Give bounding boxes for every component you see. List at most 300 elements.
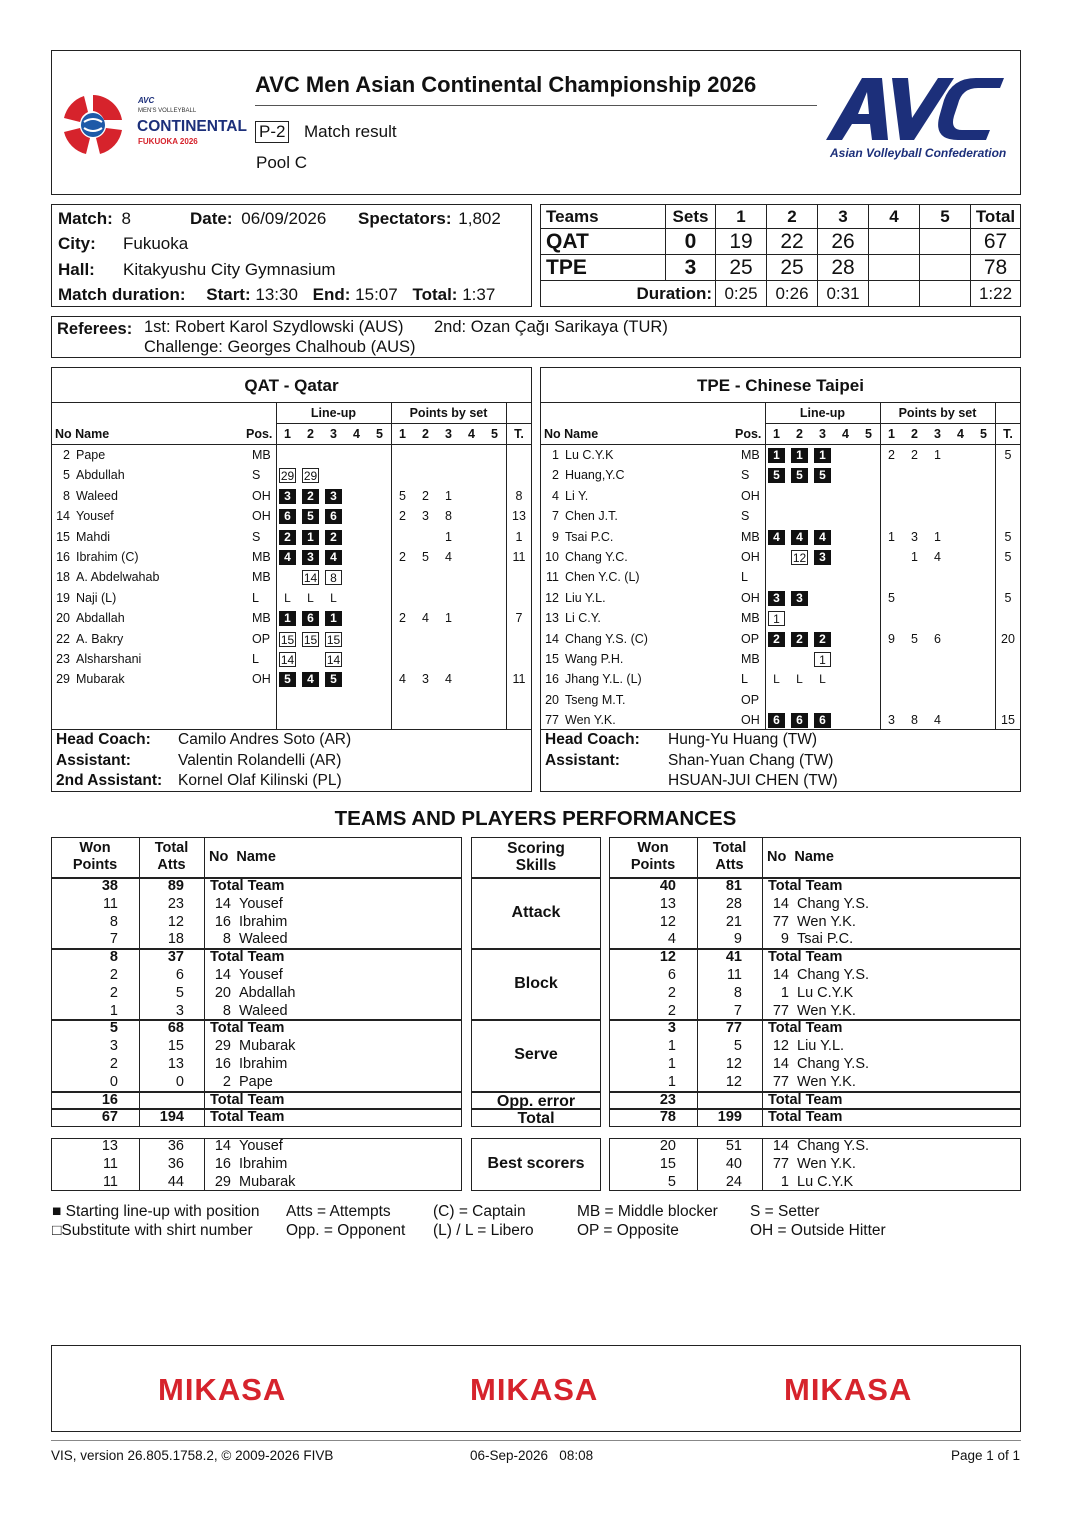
city-row <box>58 234 189 254</box>
set-points: 1 <box>445 611 452 626</box>
player-name: Waleed <box>239 1002 288 1019</box>
player-name: Tseng M.T. <box>565 692 626 707</box>
substitute-number: 15 <box>303 632 318 647</box>
score-row-tpe <box>541 255 1021 281</box>
starting-position: 2 <box>325 530 342 545</box>
total-attempts: 11 <box>726 967 742 983</box>
player-total-points: 15 <box>1001 713 1015 728</box>
player-total-points: 8 <box>515 488 523 503</box>
score-header-set1: 1 <box>716 205 767 229</box>
score-set5 <box>920 255 971 281</box>
substitute-number: 15 <box>280 632 295 647</box>
won-points: 2 <box>109 984 118 1001</box>
starting-position: 2 <box>768 632 785 647</box>
player-position: MB <box>252 550 271 564</box>
spectators-row <box>358 209 501 229</box>
skill-label: Attack <box>511 903 561 921</box>
col-divider <box>762 878 763 949</box>
col-divider <box>762 949 763 1020</box>
player-name: Mahdi <box>76 529 111 544</box>
points-by-set-header: Points by set <box>409 406 488 420</box>
lineup-set-header: 1 <box>284 427 291 441</box>
set-points: 4 <box>422 611 429 626</box>
player-name: Wen Y.K. <box>797 1002 856 1019</box>
won-points: 12 <box>659 949 676 966</box>
championship-logo <box>60 92 250 158</box>
player-number: 7 <box>552 509 559 524</box>
score-team: TPE <box>541 255 666 281</box>
player-row <box>541 710 1020 730</box>
won-points: 1 <box>667 1056 676 1072</box>
team-roster-qat <box>51 367 532 792</box>
player-total-points: 7 <box>515 611 523 626</box>
score-set2: 22 <box>767 229 818 255</box>
player-total-points: 5 <box>1004 448 1012 462</box>
starting-position: 6 <box>302 611 319 626</box>
won-points: 16 <box>101 1091 118 1108</box>
player-number: 1 <box>552 448 559 462</box>
player-name: Liu Y.L. <box>797 1038 845 1055</box>
starting-position: 4 <box>768 530 785 545</box>
score-set3: 26 <box>818 229 869 255</box>
player-position: OH <box>252 672 271 687</box>
player-position: OP <box>252 631 271 646</box>
player-position: S <box>741 468 750 483</box>
col-divider <box>204 949 205 1020</box>
player-name: Wen Y.K. <box>797 913 856 930</box>
substitute-number: 14 <box>280 653 295 667</box>
player-row <box>541 506 1020 526</box>
footer-datetime: 06-Sep-2026 08:08 <box>470 1448 594 1463</box>
starting-position: 4 <box>279 550 296 565</box>
set-points: 1 <box>888 529 895 544</box>
player-position: S <box>741 509 750 524</box>
col-divider <box>204 1138 205 1191</box>
legend-setter: S = Setter <box>750 1203 820 1220</box>
pos-header: Pos. <box>735 427 762 441</box>
footer-divider <box>51 1440 1021 1441</box>
start-time: 13:30 <box>255 285 298 304</box>
score-set3: 28 <box>818 255 869 281</box>
total-attempts: 36 <box>167 1138 184 1154</box>
player-name: Yousef <box>76 509 114 524</box>
set-points: 4 <box>399 672 406 687</box>
substitute-number: 12 <box>792 551 807 565</box>
player-row <box>541 669 1020 689</box>
player-number: 9 <box>552 529 559 544</box>
starting-position: 1 <box>302 530 319 545</box>
substitute-number: 15 <box>326 632 341 647</box>
player-number: 14 <box>545 631 559 646</box>
skill-label: Block <box>514 974 558 992</box>
player-name: Li Y. <box>565 488 589 503</box>
player-row <box>52 608 531 628</box>
referees-label: Referees: <box>57 320 133 338</box>
total-atts-header: Total Atts <box>712 840 747 873</box>
starting-position: 2 <box>279 530 296 545</box>
starting-position: 1 <box>279 611 296 626</box>
lineup-set-header: 4 <box>353 427 360 441</box>
score-set2: 25 <box>767 255 818 281</box>
player-row <box>541 527 1020 547</box>
player-name: Ibrahim <box>239 1056 288 1072</box>
team-total-label: Total Team <box>768 1020 843 1037</box>
starting-position: 5 <box>279 672 296 687</box>
footer-version: VIS, version 26.805.1758.2, © 2009-2026 FIVB <box>51 1448 334 1463</box>
player-number: 14 <box>214 895 231 912</box>
set-points: 3 <box>422 672 429 687</box>
libero-mark: L <box>284 590 291 605</box>
total-attempts: 40 <box>725 1155 742 1172</box>
score-team: QAT <box>541 229 666 255</box>
team-total-label: Total Team <box>210 878 285 894</box>
col-divider <box>697 1092 698 1110</box>
player-name: Yousef <box>239 895 283 912</box>
pos-header: Pos. <box>246 427 273 441</box>
starting-position: 5 <box>768 468 785 483</box>
player-row <box>541 629 1020 649</box>
player-number: 10 <box>545 550 559 564</box>
starting-position: 6 <box>791 713 808 728</box>
player-number: 16 <box>545 672 559 687</box>
player-position: MB <box>741 611 760 626</box>
lineup-set-header: 2 <box>307 427 314 441</box>
player-name: Chang Y.S. <box>797 1138 870 1154</box>
player-number: 16 <box>214 1056 231 1072</box>
starting-position: 5 <box>302 509 319 524</box>
date-row <box>190 209 326 229</box>
player-position: L <box>252 590 259 605</box>
assistant-coach-label: Assistant: <box>545 751 620 769</box>
date-label: Date: <box>190 209 233 228</box>
player-number: 1 <box>780 984 789 1001</box>
total-attempts: 9 <box>733 931 742 948</box>
set-points: 4 <box>934 550 941 564</box>
second-assistant-coach-label: 2nd Assistant: <box>56 772 163 789</box>
player-name: Wang P.H. <box>565 652 624 666</box>
total-attempts: 12 <box>725 1073 742 1090</box>
points-set-header: 1 <box>399 427 406 441</box>
set-duration <box>920 281 971 307</box>
player-name: Wen Y.K. <box>565 713 616 728</box>
pool-label: Pool C <box>256 153 308 172</box>
player-number: 29 <box>214 1038 231 1055</box>
total-attempts: 81 <box>725 878 742 894</box>
player-number: 9 <box>780 931 789 948</box>
substitute-number: 29 <box>280 469 295 484</box>
player-total-points: 11 <box>512 672 526 687</box>
player-number: 77 <box>772 1155 789 1172</box>
duration-label: Match duration: <box>58 285 186 304</box>
libero-mark: L <box>819 672 826 687</box>
starting-position: 6 <box>325 509 342 524</box>
player-number: 29 <box>214 1173 231 1190</box>
player-row <box>52 527 531 547</box>
team-title: TPE - Chinese Taipei <box>541 368 1020 403</box>
score-set5 <box>920 229 971 255</box>
match-date: 06/09/2026 <box>241 209 327 228</box>
starting-position: 3 <box>768 591 785 606</box>
set-points: 1 <box>934 529 941 544</box>
col-divider <box>204 1020 205 1091</box>
libero-mark: L <box>307 590 314 605</box>
won-points: 5 <box>109 1020 118 1037</box>
points-set-header: 4 <box>957 427 964 441</box>
player-number: 12 <box>772 1038 789 1055</box>
player-name: Chang Y.S. <box>797 1056 870 1072</box>
team-total-label: Total Team <box>210 1091 285 1108</box>
assistant-coach-label: Assistant: <box>56 751 131 769</box>
points-set-header: 3 <box>934 427 941 441</box>
player-row <box>52 506 531 526</box>
player-position: MB <box>741 448 760 462</box>
won-points: 20 <box>659 1138 676 1154</box>
player-number: 2 <box>222 1073 231 1090</box>
starting-position: 4 <box>814 530 831 545</box>
second-assistant-coach-name: Kornel Olaf Kilinski (PL) <box>178 772 342 789</box>
player-position: L <box>741 570 748 585</box>
starting-position: 6 <box>814 713 831 728</box>
set-points: 9 <box>888 631 895 646</box>
player-number: 14 <box>772 1056 789 1072</box>
total-attempts: 5 <box>733 1038 742 1055</box>
player-name: Abdallah <box>239 984 296 1001</box>
player-position: OH <box>741 488 760 503</box>
player-name: Waleed <box>239 931 288 948</box>
title-divider <box>255 105 817 106</box>
best-scorers-label: Best scorers <box>487 1154 585 1172</box>
starting-position: 5 <box>814 468 831 483</box>
player-name: Alsharshani <box>76 652 142 666</box>
match-label: Match: <box>58 209 113 228</box>
player-position: OP <box>741 692 760 707</box>
player-total-points: 11 <box>512 550 526 564</box>
score-total: 78 <box>971 255 1021 281</box>
assistant-coach-name: Valentin Rolandelli (AR) <box>178 751 342 769</box>
points-by-set-header: Points by set <box>898 406 977 420</box>
grand-total-label: Total <box>517 1110 555 1128</box>
avc-logo <box>826 78 1011 168</box>
total-attempts: 28 <box>725 895 742 912</box>
won-points: 0 <box>109 1073 118 1090</box>
won-points-header: Won Points <box>72 840 118 873</box>
set-duration-label: Duration: <box>541 281 716 307</box>
substitute-number: 14 <box>303 571 318 586</box>
won-points: 8 <box>109 949 118 966</box>
col-divider <box>762 1109 763 1127</box>
lineup-set-header: 3 <box>330 427 337 441</box>
player-row <box>541 465 1020 485</box>
player-name: Wen Y.K. <box>797 1073 856 1090</box>
set-points: 1 <box>445 529 452 544</box>
total-attempts: 8 <box>733 984 742 1001</box>
starting-position: 4 <box>302 672 319 687</box>
no-name-header: No Name <box>209 849 276 865</box>
referee-first: 1st: Robert Karol Szydlowski (AUS) <box>144 318 404 336</box>
player-total-points: 13 <box>512 509 526 524</box>
legend-captain: (C) = Captain <box>433 1203 526 1220</box>
player-name: Yousef <box>239 1138 283 1154</box>
substitute-number: 29 <box>303 469 318 484</box>
won-points: 5 <box>667 1173 676 1190</box>
player-number: 20 <box>56 611 70 626</box>
score-header-row <box>541 205 1021 229</box>
start-label: Start: <box>206 285 251 304</box>
player-row <box>52 567 531 587</box>
player-position: L <box>741 672 748 687</box>
total-attempts: 77 <box>725 1020 742 1037</box>
points-set-header: 5 <box>491 427 498 441</box>
player-row <box>52 649 531 669</box>
end-time: 15:07 <box>355 285 398 304</box>
score-sets: 3 <box>666 255 716 281</box>
col-divider <box>762 1020 763 1091</box>
set-duration: 0:25 <box>716 281 767 307</box>
logo-avc-small: AVC <box>138 96 155 105</box>
starting-position: 3 <box>302 550 319 565</box>
total-attempts: 7 <box>733 1002 742 1019</box>
set-points: 1 <box>911 550 918 564</box>
won-points: 1 <box>109 1002 118 1019</box>
championship-title: AVC Men Asian Continental Championship 2026 <box>255 72 757 97</box>
player-number: 16 <box>214 1155 231 1172</box>
total-attempts: 23 <box>167 895 184 912</box>
set-points: 2 <box>399 611 406 626</box>
player-number: 16 <box>214 913 231 930</box>
player-number: 14 <box>772 895 789 912</box>
set-points: 3 <box>911 529 918 544</box>
player-name: Chen Y.C. (L) <box>565 570 640 585</box>
player-number: 2 <box>63 448 70 462</box>
total-attempts: 6 <box>175 967 184 983</box>
set-points: 4 <box>445 550 452 564</box>
total-time: 1:37 <box>462 285 496 304</box>
set-points: 4 <box>934 713 941 728</box>
coach-divider <box>52 729 531 730</box>
legend-opp: Opp. = Opponent <box>286 1222 406 1239</box>
no-name-header: No Name <box>544 427 599 441</box>
score-header-teams: Teams <box>541 205 666 229</box>
player-name: Ibrahim <box>239 913 288 930</box>
set-duration: 0:31 <box>818 281 869 307</box>
score-sets: 0 <box>666 229 716 255</box>
set-points: 5 <box>422 550 429 564</box>
player-row <box>541 588 1020 608</box>
player-name: Lu C.Y.K <box>565 448 614 462</box>
total-label: Total: <box>412 285 458 304</box>
player-position: MB <box>741 652 760 666</box>
lineup-set-header: 5 <box>376 427 383 441</box>
player-name: Yousef <box>239 967 283 983</box>
score-set4 <box>869 255 920 281</box>
player-number: 20 <box>545 692 559 707</box>
team-total-label: Total Team <box>210 1109 285 1126</box>
score-header-set2: 2 <box>767 205 818 229</box>
player-position: MB <box>252 611 271 626</box>
total-attempts: 41 <box>725 949 742 966</box>
won-points: 2 <box>667 1002 676 1019</box>
won-points: 3 <box>109 1038 118 1055</box>
legend-mb: MB = Middle blocker <box>577 1203 718 1220</box>
player-name: Pape <box>76 448 106 462</box>
libero-mark: L <box>796 672 803 687</box>
head-coach-name: Camilo Andres Soto (AR) <box>178 731 352 748</box>
score-header-set5: 5 <box>920 205 971 229</box>
set-points: 1 <box>445 488 452 503</box>
starting-position: 2 <box>814 632 831 647</box>
player-number: 13 <box>545 611 559 626</box>
head-coach-label: Head Coach: <box>56 731 151 748</box>
score-box <box>540 204 1021 307</box>
player-row <box>52 629 531 649</box>
total-attempts: 13 <box>167 1056 184 1072</box>
sponsor-logo-mikasa: MIKASA <box>470 1372 599 1407</box>
player-number: 20 <box>214 984 231 1001</box>
player-number: 15 <box>545 652 559 666</box>
player-name: Tsai P.C. <box>565 529 614 544</box>
legend-op: OP = Opposite <box>577 1222 679 1239</box>
set-points: 4 <box>445 672 452 687</box>
sponsor-logo-mikasa: MIKASA <box>158 1372 287 1407</box>
won-points: 4 <box>667 931 676 948</box>
player-number: 77 <box>772 913 789 930</box>
document-type: Match result <box>304 122 397 141</box>
player-row <box>52 465 531 485</box>
libero-mark: L <box>773 672 780 687</box>
won-points: 78 <box>659 1109 676 1126</box>
player-row <box>52 669 531 689</box>
total-attempts: 37 <box>167 949 184 966</box>
total-attempts: 5 <box>175 984 184 1001</box>
starting-position: 2 <box>791 632 808 647</box>
player-name: Pape <box>239 1073 273 1090</box>
opp-error-label: Opp. error <box>496 1092 576 1110</box>
team-total-label: Total Team <box>768 1109 843 1126</box>
player-name: Abdullah <box>76 468 125 483</box>
player-row <box>52 547 531 567</box>
player-row <box>541 567 1020 587</box>
lineup-set-header: 1 <box>773 427 780 441</box>
player-total-points: 5 <box>1004 550 1012 564</box>
total-attempts: 36 <box>167 1155 184 1172</box>
player-number: 4 <box>552 488 559 503</box>
lineup-set-header: 5 <box>865 427 872 441</box>
total-attempts: 3 <box>175 1002 184 1019</box>
row-divider <box>276 423 531 424</box>
player-row <box>541 690 1020 710</box>
player-number: 77 <box>545 713 559 728</box>
points-set-header: 5 <box>980 427 987 441</box>
hall-value: Kitakyushu City Gymnasium <box>123 260 336 279</box>
player-number: 8 <box>222 1002 231 1019</box>
won-points: 2 <box>109 1056 118 1072</box>
no-name-header: No Name <box>55 427 110 441</box>
total-attempts: 12 <box>725 1056 742 1072</box>
set-duration-total: 1:22 <box>971 281 1021 307</box>
head-coach-label: Head Coach: <box>545 731 640 748</box>
starting-position: 1 <box>791 448 808 463</box>
set-points: 3 <box>888 713 895 728</box>
avc-logo-subtitle: Asian Volleyball Confederation <box>830 146 1007 160</box>
player-number: 22 <box>56 631 70 646</box>
player-name: Chang Y.C. <box>565 550 628 564</box>
points-set-header: 2 <box>911 427 918 441</box>
player-number: 77 <box>772 1073 789 1090</box>
won-points: 40 <box>659 878 676 894</box>
player-row <box>541 486 1020 506</box>
won-points-header: Won Points <box>630 840 676 873</box>
col-divider <box>762 837 763 878</box>
